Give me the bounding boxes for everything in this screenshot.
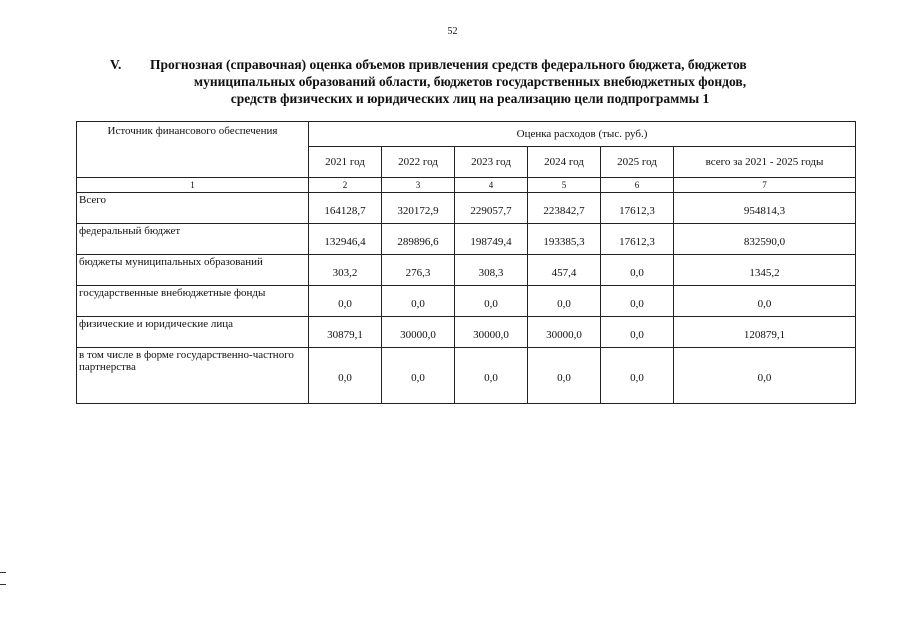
column-number: 5: [528, 178, 601, 193]
column-number: 7: [674, 178, 856, 193]
cell-value: 193385,3: [528, 224, 601, 255]
cell-value: 0,0: [455, 348, 528, 404]
cell-value: 30000,0: [455, 317, 528, 348]
year-header: 2025 год: [601, 147, 674, 178]
row-label: физические и юридические лица: [77, 317, 309, 348]
cell-value: 17612,3: [601, 193, 674, 224]
cell-value: 30879,1: [309, 317, 382, 348]
cell-value: 457,4: [528, 255, 601, 286]
table-row: [77, 224, 856, 255]
cell-value: 0,0: [382, 286, 455, 317]
row-label: в том числе в форме государственно-частного партнерства: [77, 348, 309, 404]
cell-value: 17612,3: [601, 224, 674, 255]
section-title: [110, 56, 830, 107]
cell-value: 30000,0: [528, 317, 601, 348]
cell-value: 0,0: [601, 348, 674, 404]
row-label: бюджеты муниципальных образований: [77, 255, 309, 286]
table-row: [77, 348, 856, 404]
row-label: Всего: [77, 193, 309, 224]
cell-value: 1345,2: [674, 255, 856, 286]
table-row: [77, 286, 856, 317]
column-number: 4: [455, 178, 528, 193]
row-label: государственные внебюджетные фонды: [77, 286, 309, 317]
cell-value: 198749,4: [455, 224, 528, 255]
cell-value: 132946,4: [309, 224, 382, 255]
column-number: 3: [382, 178, 455, 193]
source-header: Источник финансового обеспечения: [77, 122, 309, 178]
column-number: 1: [77, 178, 309, 193]
column-number-row: [77, 178, 856, 193]
cell-value: 0,0: [528, 348, 601, 404]
cell-value: 164128,7: [309, 193, 382, 224]
cell-value: 303,2: [309, 255, 382, 286]
cell-value: 276,3: [382, 255, 455, 286]
year-header: 2023 год: [455, 147, 528, 178]
title-line-2: муниципальных образований области, бюджетов государственных внебюджетных фондов,: [193, 74, 747, 89]
cell-value: 229057,7: [455, 193, 528, 224]
cell-value: 0,0: [601, 286, 674, 317]
cell-value: 223842,7: [528, 193, 601, 224]
header-row-1: [77, 122, 856, 147]
cell-value: 0,0: [309, 348, 382, 404]
column-number: 2: [309, 178, 382, 193]
margin-mark: [0, 584, 6, 585]
cell-value: 0,0: [674, 286, 856, 317]
cell-value: 289896,6: [382, 224, 455, 255]
table-row: [77, 193, 856, 224]
cell-value: 30000,0: [382, 317, 455, 348]
estimate-header: Оценка расходов (тыс. руб.): [309, 122, 856, 147]
title-line-1: Прогнозная (справочная) оценка объемов привлечения средств федерального бюджета, бюджетов: [150, 57, 747, 72]
table-row: [77, 255, 856, 286]
cell-value: 320172,9: [382, 193, 455, 224]
cell-value: 120879,1: [674, 317, 856, 348]
cell-value: 832590,0: [674, 224, 856, 255]
cell-value: 0,0: [528, 286, 601, 317]
section-number: V.: [110, 57, 122, 72]
row-label: федеральный бюджет: [77, 224, 309, 255]
cell-value: 308,3: [455, 255, 528, 286]
cell-value: 0,0: [601, 255, 674, 286]
cell-value: 0,0: [674, 348, 856, 404]
cell-value: 0,0: [382, 348, 455, 404]
cell-value: 0,0: [601, 317, 674, 348]
year-header: 2024 год: [528, 147, 601, 178]
margin-mark: [0, 572, 6, 573]
table-row: [77, 317, 856, 348]
cell-value: 0,0: [455, 286, 528, 317]
title-line-3: средств физических и юридических лиц на реализацию цели подпрограммы 1: [230, 91, 710, 106]
financing-table: [76, 121, 856, 404]
year-header: 2022 год: [382, 147, 455, 178]
cell-value: 954814,3: [674, 193, 856, 224]
cell-value: 0,0: [309, 286, 382, 317]
year-header: 2021 год: [309, 147, 382, 178]
page-number: 52: [447, 26, 458, 37]
total-header: всего за 2021 - 2025 годы: [674, 147, 856, 178]
column-number: 6: [601, 178, 674, 193]
